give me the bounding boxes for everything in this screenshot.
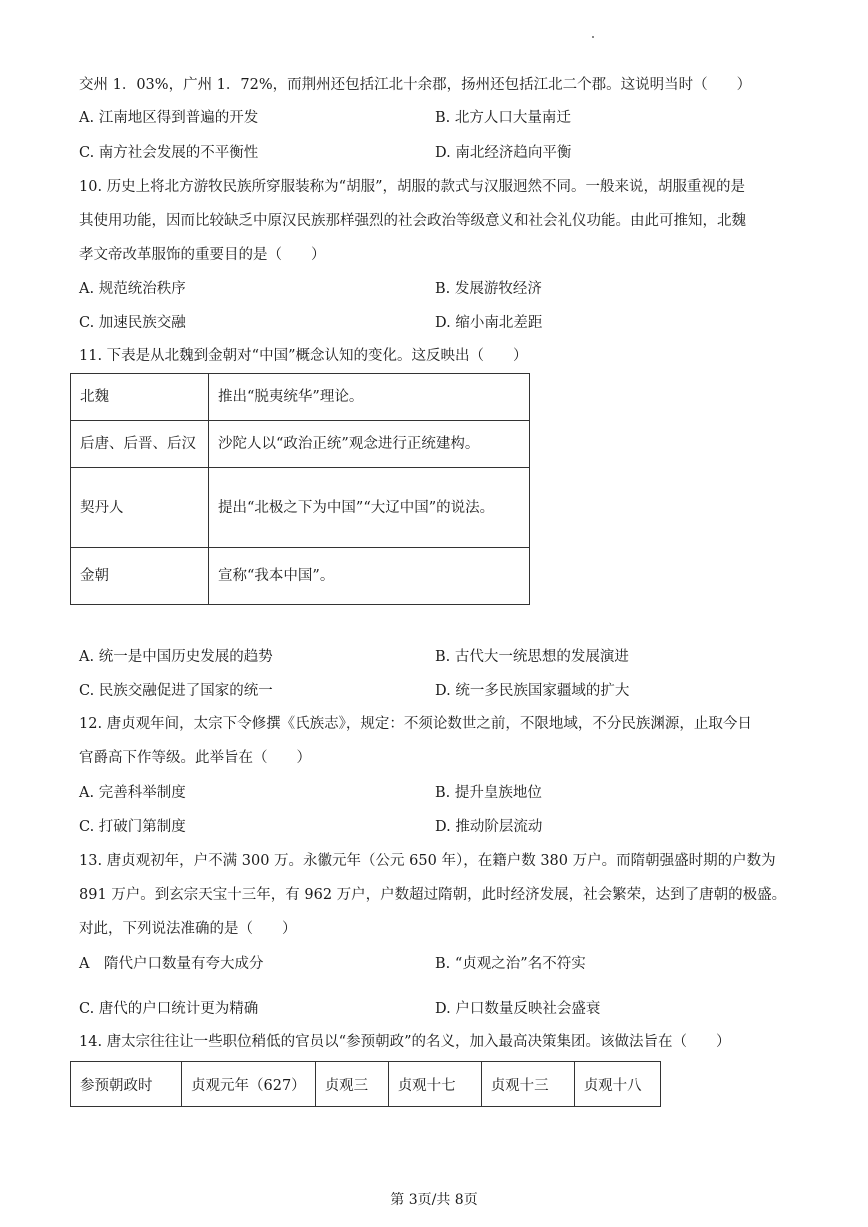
q12-option-d[interactable]: D. 推动阶层流动 [435,819,543,835]
table-cell: 贞观三 [315,1062,388,1107]
table-cell-content: 推出“脱夷统华”理论。 [209,374,530,421]
table-cell: 贞观十八 [574,1062,660,1107]
q11-option-a[interactable]: A. 统一是中国历史发展的趋势 [79,649,273,665]
q14-table [70,1061,661,1107]
table-cell-content: 提出“北极之下为中国”“大辽中国”的说法。 [209,468,530,548]
q12-stem-line-2: 官爵高下作等级。此举旨在（ ） [79,750,311,766]
q9-option-b[interactable]: B. 北方人口大量南迁 [435,110,571,126]
table-cell-period: 后唐、后晋、后汉 [71,421,209,468]
q12-stem-line-1: 12. 唐贞观年间，太宗下令修撰《氏族志》，规定：不须论数世之前，不限地域，不分民族渊源，止取今日 [79,716,752,732]
q9-stem: 交州 1．03%，广州 1．72%，而荆州还包括江北十余郡，扬州还包括江北二个郡。这说明当时（ ） [79,77,752,93]
page-footer: 第 3页/共 8页 [390,1192,478,1208]
table-row [71,468,530,548]
q11-stem: 11. 下表是从北魏到金朝对“中国”概念认知的变化。这反映出（ ） [79,348,528,364]
q13-stem-line-2: 891 万户。到玄宗天宝十三年，有 962 万户，户数超过隋朝，此时经济发展，社会繁荣，达到了唐朝的极盛。 [79,887,787,903]
table-row [71,374,530,421]
q10-option-b[interactable]: B. 发展游牧经济 [435,281,542,297]
table-cell-period: 金朝 [71,548,209,605]
q13-option-d[interactable]: D. 户口数量反映社会盛衰 [435,1001,601,1017]
q13-option-c[interactable]: C. 唐代的户口统计更为精确 [79,1001,259,1017]
table-row [71,548,530,605]
q11-option-d[interactable]: D. 统一多民族国家疆域的扩大 [435,683,630,699]
table-cell-content: 宣称“我本中国”。 [209,548,530,605]
q13-option-b[interactable]: B. “贞观之治”名不符实 [435,956,586,972]
q10-option-d[interactable]: D. 缩小南北差距 [435,315,543,331]
q9-option-c[interactable]: C. 南方社会发展的不平衡性 [79,145,259,161]
q10-stem-line-3: 孝文帝改革服饰的重要目的是（ ） [79,247,326,263]
table-cell-header: 参预朝政时 [71,1062,182,1107]
q10-stem-line-2: 其使用功能，因而比较缺乏中原汉民族那样强烈的社会政治等级意义和社会礼仪功能。由此可推知，北魏 [79,213,746,229]
q12-option-a[interactable]: A. 完善科举制度 [79,785,186,801]
q13-stem-line-3: 对此，下列说法准确的是（ ） [79,921,297,937]
q13-stem-line-1: 13. 唐贞观初年，户不满 300 万。永徽元年（公元 650 年），在籍户数 380 万户。而隋朝强盛时期的户数为 [79,853,776,869]
q13-option-a[interactable]: A 隋代户口数量有夸大成分 [79,956,264,972]
table-cell-period: 契丹人 [71,468,209,548]
q11-table [70,373,530,605]
q12-option-b[interactable]: B. 提升皇族地位 [435,785,542,801]
q10-option-c[interactable]: C. 加速民族交融 [79,315,186,331]
q11-option-b[interactable]: B. 古代大一统思想的发展演进 [435,649,629,665]
q12-option-c[interactable]: C. 打破门第制度 [79,819,186,835]
table-cell: 贞观十七 [388,1062,481,1107]
page-speck [592,36,594,38]
table-cell: 贞观元年（627） [182,1062,316,1107]
q9-option-d[interactable]: D. 南北经济趋向平衡 [435,145,572,161]
table-cell-period: 北魏 [71,374,209,421]
q9-option-a[interactable]: A. 江南地区得到普遍的开发 [79,110,259,126]
table-cell-content: 沙陀人以“政治正统”观念进行正统建构。 [209,421,530,468]
q14-stem: 14. 唐太宗往往让一些职位稍低的官员以“参预朝政”的名义，加入最高决策集团。该做法旨在（ ） [79,1034,731,1050]
q10-stem-line-1: 10. 历史上将北方游牧民族所穿服装称为“胡服”，胡服的款式与汉服迥然不同。一般来说，胡服重视的是 [79,179,745,195]
table-cell: 贞观十三 [481,1062,574,1107]
table-row [71,1062,661,1107]
table-row [71,421,530,468]
q10-option-a[interactable]: A. 规范统治秩序 [79,281,186,297]
q11-option-c[interactable]: C. 民族交融促进了国家的统一 [79,683,273,699]
